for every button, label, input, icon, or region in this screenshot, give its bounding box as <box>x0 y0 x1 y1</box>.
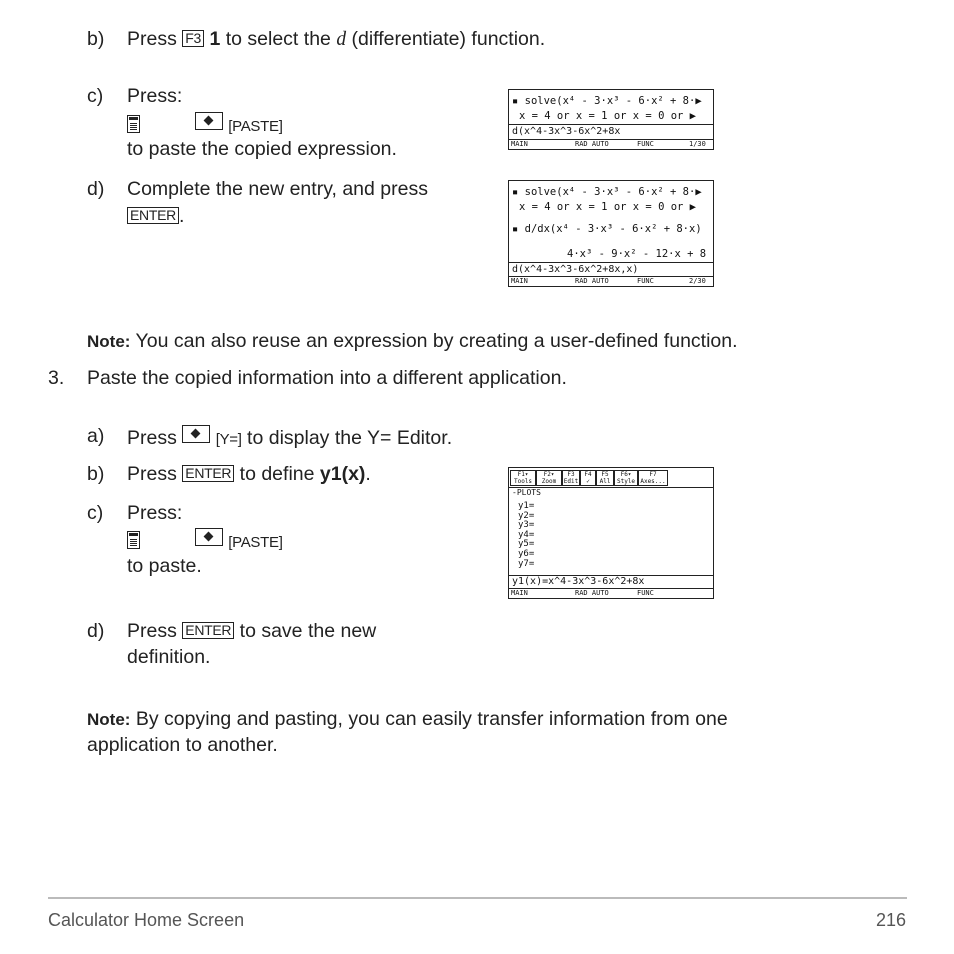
toolbar-tab: F7 Axes... <box>638 470 668 486</box>
step-b-select-d <box>87 28 104 51</box>
screen-line: x = 4 or x = 1 or x = 0 or ▶ <box>519 201 697 213</box>
step-c2-text: Press: <box>127 502 183 524</box>
text: to save the new <box>239 620 377 642</box>
note-label: Note: <box>87 710 131 729</box>
diamond-key <box>182 425 210 443</box>
entry-line: d(x^4-3x^3-6x^2+8x,x) <box>512 264 639 275</box>
step-d2-text-2: definition. <box>127 646 211 668</box>
paste-key: [PASTE] <box>228 118 283 135</box>
screen-line: ▪ d/dx(x⁴ - 3·x³ - 6·x² + 8·x) <box>512 223 702 235</box>
note-text-2: application to another. <box>87 734 278 756</box>
function-name: y1(x) <box>319 463 366 485</box>
diamond-key <box>195 528 223 546</box>
y-var: y7= <box>518 558 535 569</box>
status-bar: MAIN RAD AUTO FUNC 2/30 <box>509 276 713 286</box>
text: Press <box>127 28 177 50</box>
screen-line: x = 4 or x = 1 or x = 0 or ▶ <box>519 110 697 122</box>
calculator-screen-2 <box>508 180 714 287</box>
plots-label: -PLOTS <box>512 488 541 497</box>
enter-key: ENTER <box>182 465 234 482</box>
toolbar-tab: F6▾ Style <box>614 470 638 486</box>
note-1 <box>87 330 738 353</box>
page-number: 216 <box>875 910 906 930</box>
y-var: y3= <box>518 520 535 531</box>
text: to define <box>239 463 315 485</box>
note-text: You can also reuse an expression by creating a user-defined function. <box>135 330 738 352</box>
calculator-icon <box>127 531 140 549</box>
y-equals-key: [Y=] <box>215 431 242 448</box>
step-d-enter <box>127 205 184 228</box>
step-b-text <box>127 28 545 51</box>
step-c2-text-2: to paste. <box>127 555 202 577</box>
toolbar-tab: F4 ✓ <box>580 470 596 486</box>
text: Press <box>127 427 177 449</box>
y-var: y1= <box>518 501 535 511</box>
step-marker: d) <box>87 178 105 200</box>
note-text: By copying and pasting, you can easily transfer information from one <box>135 708 728 730</box>
step-marker: b) <box>87 28 105 50</box>
enter-key: ENTER <box>127 207 179 224</box>
step-c-text-2: to paste the copied expression. <box>127 138 397 160</box>
y-var: y6= <box>518 548 535 559</box>
screen-line: 4·x³ - 9·x² - 12·x + 8 <box>567 248 707 260</box>
footer-title: Calculator Home Screen <box>48 910 245 930</box>
entry-line: y1(x)=x^4-3x^3-6x^2+8x <box>512 576 645 587</box>
text: Press <box>127 463 177 485</box>
text: to display the Y= Editor. <box>247 427 453 449</box>
note-label: Note: <box>87 332 131 351</box>
f3-key: F3 <box>182 30 204 47</box>
diamond-key <box>195 112 223 130</box>
y-var: y4= <box>518 529 535 540</box>
note-2 <box>87 708 728 731</box>
key-number: 1 <box>209 28 221 50</box>
step-marker: a) <box>87 425 105 447</box>
step-d-text: Complete the new entry, and press <box>127 178 428 200</box>
status-bar: MAIN RAD AUTO FUNC <box>509 588 713 598</box>
enter-key: ENTER <box>182 622 234 639</box>
paste-keystrokes <box>127 112 283 137</box>
screen-line: ▪ solve(x⁴ - 3·x³ - 6·x² + 8·▶ <box>512 186 702 198</box>
text: (differentiate) function. <box>351 28 546 50</box>
toolbar-tab: F3 Edit <box>563 471 579 485</box>
footer-divider <box>48 897 907 899</box>
step-marker: c) <box>87 502 104 524</box>
y-var: y5= <box>518 539 535 550</box>
text: . <box>178 205 185 227</box>
toolbar-tab: F1▾ Tools <box>510 470 536 486</box>
step-number: 3. <box>48 367 65 389</box>
step-d2-text <box>127 620 376 643</box>
text: Press <box>127 620 177 642</box>
text: to select the <box>225 28 331 50</box>
paste-key: [PASTE] <box>228 534 283 551</box>
toolbar-tab: F2▾ Zoom <box>536 470 562 486</box>
step-3-text: Paste the copied information into a different application. <box>87 367 567 389</box>
calculator-screen-1 <box>508 89 714 150</box>
step-a-text <box>127 425 452 450</box>
y-var-list <box>518 502 534 569</box>
entry-line: d(x^4-3x^3-6x^2+8x <box>512 126 621 137</box>
calculator-icon <box>127 115 140 133</box>
d-symbol: d <box>336 29 347 50</box>
step-marker: c) <box>87 85 104 107</box>
screen-line: ▪ solve(x⁴ - 3·x³ - 6·x² + 8·▶ <box>512 95 702 107</box>
calculator-screen-3 <box>508 467 714 599</box>
y-var: y2= <box>518 510 535 521</box>
step-marker: b) <box>87 463 105 485</box>
step-marker: d) <box>87 620 105 642</box>
toolbar-tab: F5 All <box>596 470 614 486</box>
step-b2-text: Press ENTER to define y1(x). <box>127 463 371 485</box>
step-c-text: Press: <box>127 85 183 107</box>
paste-keystrokes <box>127 528 283 553</box>
status-bar: MAIN RAD AUTO FUNC 1/30 <box>509 139 713 149</box>
